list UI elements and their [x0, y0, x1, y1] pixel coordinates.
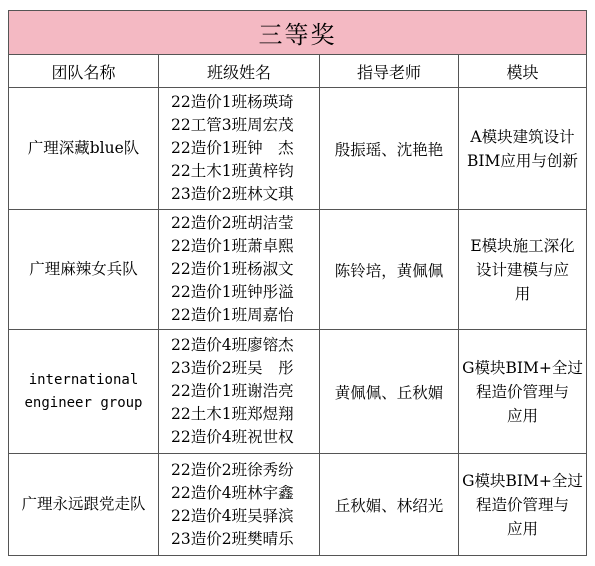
team-name: international [28, 371, 139, 388]
member-line: 23造价2班吴 彤 [171, 359, 294, 377]
member-line: 22造价4班廖镕杰 [171, 336, 294, 354]
advisors-cell: 丘秋媚、林绍光 [320, 454, 459, 556]
member-line: 23造价2班樊晴乐 [171, 529, 294, 548]
module-line: G模块BIM+全过 [462, 471, 583, 490]
award-table [8, 10, 587, 556]
table-row [9, 210, 587, 330]
team-name-cell [9, 454, 159, 556]
member-line: 22造价1班杨淑文 [171, 260, 294, 278]
member-line: 22造价2班胡洁莹 [171, 214, 294, 232]
member-line: 22造价4班林宇鑫 [171, 483, 294, 502]
module-line: 应用 [506, 519, 538, 538]
member-line: 22造价1班杨瑛琦 [171, 93, 294, 111]
advisors-cell: 殷振瑶、沈艳艳 [320, 88, 459, 210]
team-name-cell [9, 330, 159, 454]
member-line: 22造价4班吴驿滨 [171, 506, 294, 525]
members-cell [159, 88, 320, 210]
module-line: BIM应用与创新 [467, 151, 578, 170]
members-cell [159, 330, 320, 454]
header-members: 班级姓名 [159, 55, 320, 88]
member-line: 22造价1班萧卓熙 [171, 237, 294, 255]
members-cell [159, 454, 320, 556]
header-row [9, 55, 587, 88]
team-name: 广理深藏blue队 [27, 139, 140, 157]
member-line: 23造价2班林文琪 [171, 185, 294, 203]
module-line: 设计建模与应 [475, 260, 569, 279]
module-line: A模块建筑设计 [470, 127, 575, 146]
member-line: 22造价4班祝世权 [171, 428, 294, 446]
advisors-cell: 陈铃培，黄佩佩 [320, 210, 459, 330]
module-cell [459, 330, 587, 454]
members-cell [159, 210, 320, 330]
member-line: 22工管3班周宏茂 [171, 116, 294, 134]
member-line: 22造价2班徐秀纷 [171, 460, 294, 479]
member-line: 22造价1班钟彤溢 [171, 283, 294, 301]
module-line: 程造价管理与 [475, 495, 569, 514]
member-line: 22造价1班钟 杰 [171, 139, 294, 157]
member-line: 22造价1班谢浩亮 [171, 382, 294, 400]
team-name: 广理麻辣女兵队 [29, 260, 138, 278]
module-line: 应用 [506, 406, 538, 425]
table-row [9, 454, 587, 556]
header-advisors: 指导老师 [320, 55, 459, 88]
table-row [9, 330, 587, 454]
advisors-cell: 黄佩佩、丘秋媚 [320, 330, 459, 454]
header-team: 团队名称 [9, 55, 159, 88]
team-name-cell [9, 88, 159, 210]
module-cell [459, 210, 587, 330]
module-cell [459, 88, 587, 210]
module-cell [459, 454, 587, 556]
member-line: 22造价1班周嘉怡 [171, 306, 294, 324]
module-line: 用 [514, 284, 531, 303]
member-line: 22土木1班黄梓钧 [171, 162, 294, 180]
table-row [9, 88, 587, 210]
module-line: 程造价管理与 [475, 382, 569, 401]
table-title: 三等奖 [9, 11, 587, 55]
team-name: 广理永远跟党走队 [21, 495, 146, 513]
module-line: G模块BIM+全过 [462, 358, 583, 377]
module-line: E模块施工深化 [470, 236, 575, 255]
title-row [9, 11, 587, 55]
member-line: 22土木1班郑煜翔 [171, 405, 294, 423]
header-module: 模块 [459, 55, 587, 88]
team-name-cell [9, 210, 159, 330]
team-name: engineer group [24, 394, 143, 411]
